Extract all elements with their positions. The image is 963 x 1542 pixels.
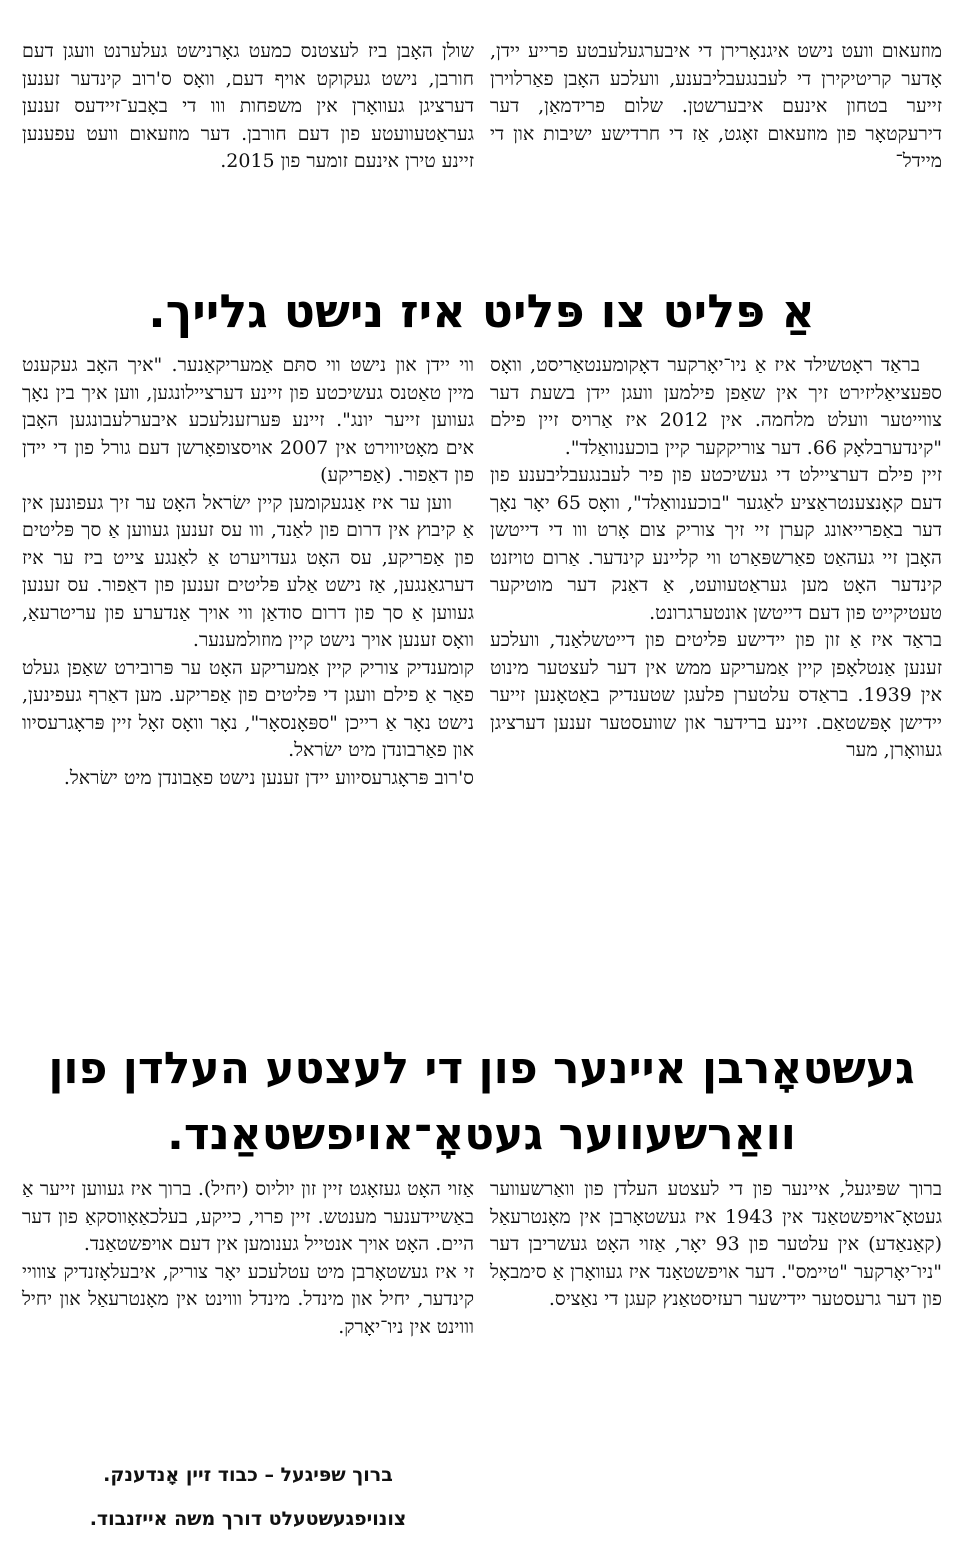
section1-left-text: שולן האָבן ביז לעצטנס כמעט גאָרנישט געלערנט וועגן דעם חורבן, נישט געקוקט אויף דעם, וואָס ס'רוב קינדער זענען דערציגן געוואָרן אין משפחות ווו די באָבע־זיידעס זענען געראַטעוועטע פון דעם חורבן. דער מוזעאום וועט עפענען זיינע טירן אינעם זומער פון 2015. xyxy=(22,40,474,172)
compiler-credit: צונויפגעשטעלט דורך משה אייזנבוד. xyxy=(89,1508,407,1530)
section3-right-column xyxy=(490,1176,942,1314)
section2-left-paragraph: ווי יידן און נישט ווי סתּם אַמעריקאַנער. "איך האָב געקענט מיין טאַטנס געשיכטע פון זיינע דערציילונגען, ווען איך בין נאָך געווען זייער יונג". זיינע פּערזענלעכע איבערלעבונגען האָבן אים מאָטיווירט אין 2007 אויסצופאָרשן דעם גורל פון די יידן פון דאַפור. (אַפריקע) xyxy=(22,354,474,486)
section2-left-column xyxy=(22,352,474,792)
section1-right-column xyxy=(490,38,942,176)
section1-left-column xyxy=(22,38,474,176)
section2-right-paragraph: בראַד ראָטשילד איז אַ ניו־יאָרקער דאָקומענטאַריסט, וואָס ספּעציאַליזירט זיך אין שאַפן פילמען וועגן יידן בשעת דער צווייטער וועלט מלחמה. אין 2012 איז אַרויס זיין פילם "קינדערבלאָק 66. דער צוריקקער קיין בוכענוואַלד". xyxy=(490,354,942,459)
section2-right-paragraph: זיין פילם דערציילט די געשיכטע פון פיר לעבנגעבליבענע פון דעם קאָנצענטראַציע לאַגער "בוכענוואַלד", וואָס 65 יאָר נאָך דער באַפרייאונג קערן זיי זיך צוריק צום אָרט ווו די דייטשן האָבן זיי געהאַט פאַרשפּאַרט ווי קליינע קינדער. אַרום טויזנט קינדער האָט מען געראַטעוועט, אַ דאַנק דער מוטיקער טעטיקייט פון דעם דייטשן אונטערגרונט. xyxy=(490,464,942,624)
section2-left-paragraph: ווען ער איז אַנגעקומען קיין ישׂראל האָט ער זיך געפונען אין אַ קיבוץ אין דרום פון לאַנד, ווו עס זענען געווען אַ סך פּליטים פון אַפריקע, עס האָט געדויערט אַ לאַנגע צייט ביז ער איז דערגאַנגען, אַז נישט אַלע פּליטים זענען פון דאַפור. עס זענען געווען אַ סך פון דרום סודאַן ווי אויך אַנדערע פון עריטרעאַ, וואָס זענען אויך נישט קיין מוזולמענער. xyxy=(22,491,474,651)
section3-right-text: ברוך שפּיגעל, איינער פון די לעצטע העלדן פון וואַרשעווער געטאָ־אויפשטאַנד אין 1943 איז געשטאָרבן אין מאָנטרעאַל (קאַנאַדע) אין עלטער פון 93 יאָר, אַזוי האָט געשריבן דער "ניו־יאָרקער "טיימס". דער אויפשטאַנד איז געוואָרן אַ סימבאָל פון דער גרעסטער יידישער רעזיסטאַנץ קעגן די נאַציס. xyxy=(490,1178,943,1310)
section2-right-paragraph: בראַד איז אַ זון פון יידישע פּליטים פון דייטשלאַנד, וועלכע זענען אַנטלאָפן קיין אַמעריקע ממש אין דער לעצטער מינוט אין 1939. בראַדס עלטערן פלעגן שטענדיק באַטאָנען זייער יידישן אָפּשטאַם. זיינע ברידער און שוועסטער זענען דערציגן געוואָרן, מער xyxy=(490,629,942,761)
section3-left-column xyxy=(22,1176,474,1341)
section1-right-text: מוזעאום וועט נישט איגנאָרירן די איבערגעלעבטע פרייע יידן, אָדער קריטיקירן די לעבנגעבליבענע, וועלכע האָבן פאַרלוירן זייער בטחון אינעם איבערשטן. שלום פרידמאַן, דער דירעקטאָר פון מוזעאום זאָגט, אַז די חרדישע ישיבות און די מיידל־ xyxy=(490,40,942,172)
section3-left-paragraph: זי איז געשטאָרבן מיט עטלעכע יאָר צוריק, איבעלאָזנדיק צווויי קינדער, יחיל און מינדל. מינדל וווינט אין מאָנטרעאַל און יחיל וווינט אין ניו־יאָרק. xyxy=(22,1260,474,1338)
headline-ghetto-hero: געשטאָרבן איינער פון די לעצטע העלדן פון וואַרשעווער געטאָ־אויפשטאַנד. xyxy=(48,1043,915,1160)
section2-left-paragraph: קומענדיק צוריק קיין אַמעריקע האָט ער פּרובירט שאַפן געלט פאַר אַ פילם וועגן די פּליטים פון אַפריקע. מען דאַרף געפינען, נישט נאָר אַ רייכן "ספּאָנסאָר", נאָר וואָס זאָל זיין פּראָגרעסיוו און פאַרבונדן מיט ישׂראל. xyxy=(22,656,474,761)
section2-left-paragraph: ס'רוב פּראָגרעסיווע יידן זענען נישט פאַבונדן מיט ישׂראל. xyxy=(63,766,474,789)
section2-right-column xyxy=(490,352,942,765)
memorial-signature: ברוך שפּיגעל – כבוד זיין אָנדענק. xyxy=(103,1464,393,1486)
section3-left-paragraph: אַזוי האָט געזאָגט זיין זון יוליוס (יחיל). ברוך איז געווען זייער אַ באַשיידענער מענטש. זיין פרוי, כייקע, בעלכאַאָווסקאַ פון דער היים. האָט אויך אנטייל גענומען אין דעם אויפשטאַנד. xyxy=(22,1178,474,1255)
headline-refugee: אַ פּליט צו פּליט איז נישט גלייך. xyxy=(148,284,815,338)
